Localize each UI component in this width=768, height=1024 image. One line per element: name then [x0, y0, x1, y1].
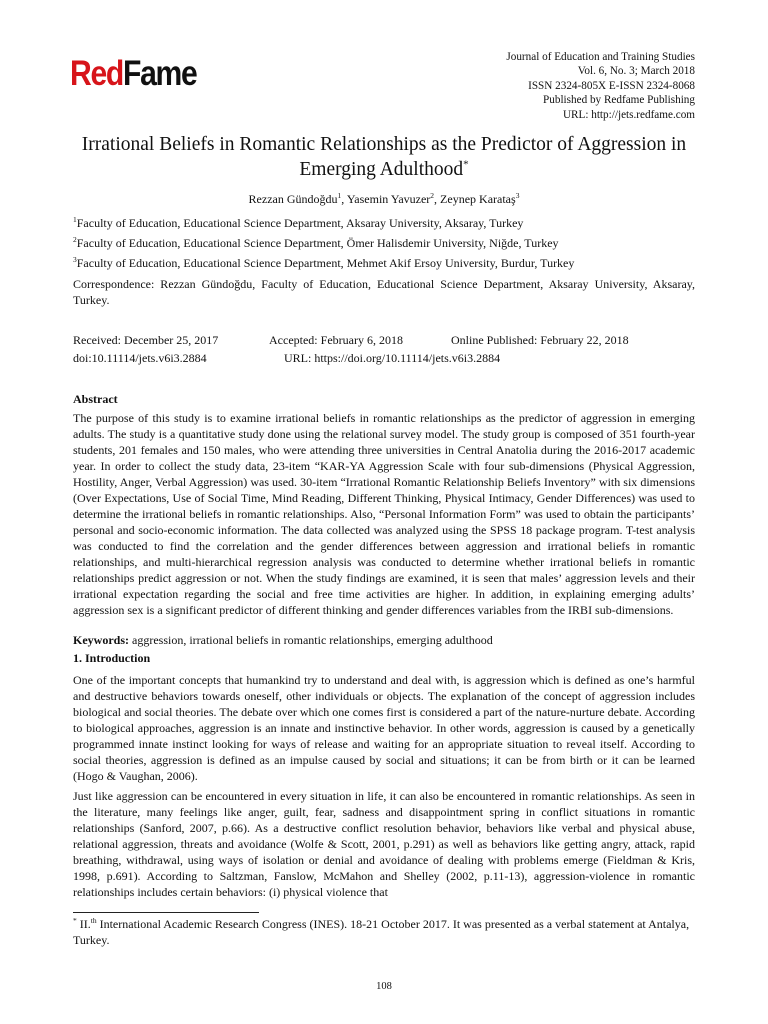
journal-url[interactable]: URL: http://jets.redfame.com: [562, 108, 695, 121]
journal-volume: Vol. 6, No. 3; March 2018: [577, 65, 695, 78]
introduction-body: [73, 672, 695, 904]
paper-title: [60, 132, 708, 182]
introduction-heading: 1. Introduction: [73, 651, 151, 665]
affiliation-number: 3: [73, 255, 77, 264]
author-separator: ,: [434, 192, 441, 206]
published-date: Online Published: February 22, 2018: [451, 333, 629, 347]
affiliation-text: Faculty of Education, Educational Science Department, Ömer Halisdemir University, Niğde, Turkey: [76, 236, 559, 250]
footnote: [73, 916, 695, 948]
author-name: Zeynep Karataş: [440, 192, 516, 206]
received-date: Received: December 25, 2017: [73, 333, 219, 347]
author-affil-number: 1: [337, 191, 342, 200]
abstract-text: The purpose of this study is to examine irrational beliefs in romantic relationships as the predictor of aggression in emerging adults. The study is a quantitative study done using the relational survey model. The study group is composed of 351 fourth-year students, 201 females and 150 males, who were attending three universities in Central Anatolia during the 2016-2017 academic year. In order to collect the study data, 23-item “KAR-YA Aggression Scale with four sub-dimensions (Physical Aggression, Hostility, Anger, Verbal Aggression) was used. 30-item “Irrational Romantic Relationship Beliefs Inventory” with six dimensions (Over Expectations, Use of Social Time, Mind Reading, Different Thinking, Physical Intimacy, Gender Differences) was used to determine the irrational beliefs in romantic relationships. Also, “Personal Information Form” was used to obtain the participants’ personal and socio-economic information. The data collected was analyzed using the SPSS 18 package program. T-test analysis was conducted to find the correlation and the gender differences between aggression and irrational beliefs in romantic relationships, and multi-hierarchical regression analysis was conducted to determine whether irrational beliefs in romantic relationships predict aggression or not. When the study findings are examined, it is seen that males’ aggression levels and their irrational expectation regarding the social and free time activities are higher. In addition, in explaining emerging adults’ aggression sex is a significant predictor of different thinking and gender differences variables from the IRBI sub-dimensions.: [73, 411, 695, 617]
abstract-heading: Abstract: [73, 392, 118, 406]
title-footnote-mark[interactable]: *: [463, 158, 469, 171]
author-list: [0, 191, 768, 207]
doi[interactable]: doi:10.11114/jets.v6i3.2884: [73, 351, 207, 365]
accepted-date: Accepted: February 6, 2018: [269, 333, 403, 347]
author-name: Yasemin Yavuzer: [346, 192, 431, 206]
logo-red-part: Red: [70, 54, 123, 93]
journal-publisher: Published by Redfame Publishing: [543, 94, 695, 107]
keywords: [73, 632, 695, 648]
author-affil-number: 3: [515, 191, 520, 200]
keywords-text: aggression, irrational beliefs in romantic relationships, emerging adulthood: [129, 633, 493, 647]
affiliation: [73, 235, 695, 251]
footnote-ordinal: th: [90, 916, 97, 925]
doi-url[interactable]: URL: https://doi.org/10.11114/jets.v6i3.2884: [284, 351, 501, 365]
journal-name: Journal of Education and Training Studies: [506, 51, 695, 63]
correspondence: Correspondence: Rezzan Gündoğdu, Faculty of Education, Educational Science Department, Aksaray University, Aksaray, Turkey.: [73, 277, 695, 307]
footnote-prefix: II.: [79, 917, 91, 931]
author-separator: ,: [341, 192, 347, 206]
author-affil-number: 2: [430, 191, 435, 200]
keywords-label: Keywords:: [73, 633, 129, 647]
affiliation-text: Faculty of Education, Educational Science Department, Aksaray University, Aksaray, Turkey: [76, 216, 524, 230]
publication-dates: [73, 331, 695, 367]
footnote-text: International Academic Research Congress (INES). 18-21 October 2017. It was presented as a verbal statement at Antalya, Turkey.: [73, 917, 690, 947]
paragraph: One of the important concepts that humankind try to understand and deal with, is aggression which is defined as one’s harmful and destructive behaviors towards oneself, other individuals or objects. The explanation of the concept of aggression includes biological and social theories. The debate over which one comes first is considered a part of the nature-nurture debate. According to biological approaches, aggression is an innate and instinctive behavior. In other words, aggression is caused by a genetically programmed innate instinct looking for ways of release and waiting for an appropriate situation to reveal itself. According to social theories, aggression is defined as an impulse caused by social and situations; it can be from birth or it can be learned (Hogo & Vaughan, 2006).: [73, 673, 695, 783]
affiliation-number: 2: [73, 235, 77, 244]
title-text: Irrational Beliefs in Romantic Relationships as the Predictor of Aggression in Emerging Adulthood: [81, 134, 687, 180]
logo-fame-part: Fame: [122, 54, 197, 93]
affiliation: [73, 255, 695, 271]
journal-info: [506, 50, 695, 122]
affiliation-number: 1: [73, 215, 77, 224]
affiliation: [73, 215, 695, 231]
author-name: Rezzan Gündoğdu: [248, 192, 338, 206]
footnote-divider: [73, 912, 259, 913]
journal-issn: ISSN 2324-805X E-ISSN 2324-8068: [528, 79, 695, 92]
page-number: 108: [376, 981, 392, 992]
affiliation-text: Faculty of Education, Educational Science Department, Mehmet Akif Ersoy University, Burdur, Turkey: [76, 256, 575, 270]
footnote-mark: *: [73, 916, 77, 925]
paragraph: Just like aggression can be encountered in every situation in life, it can also be encountered in romantic relationships. As seen in the literature, many feelings like anger, guilt, fear, sadness and disappointment spring in conflict situations in romantic relationships (Sanford, 2007, p.66). As a destructive conflict resolution behavior, behaviors like verbal and physical abuse, relational aggression, threats and avoidance (Wolfe & Scott, 2001, p.291) as well as behaviors like getting angry, attack, rapid breathing, withdrawal, using ways of isolation or denial and avoidance of dealing with problems emerge (Fieldman & Kris, 1998, p.691). According to Saltzman, Fanslow, McMahon and Shelley (2002, p.11-13), aggression-violence in romantic relationships includes certain behaviors: (i) physical violence that: [73, 789, 695, 899]
redfame-logo: [70, 54, 197, 94]
affiliations: [73, 215, 695, 275]
